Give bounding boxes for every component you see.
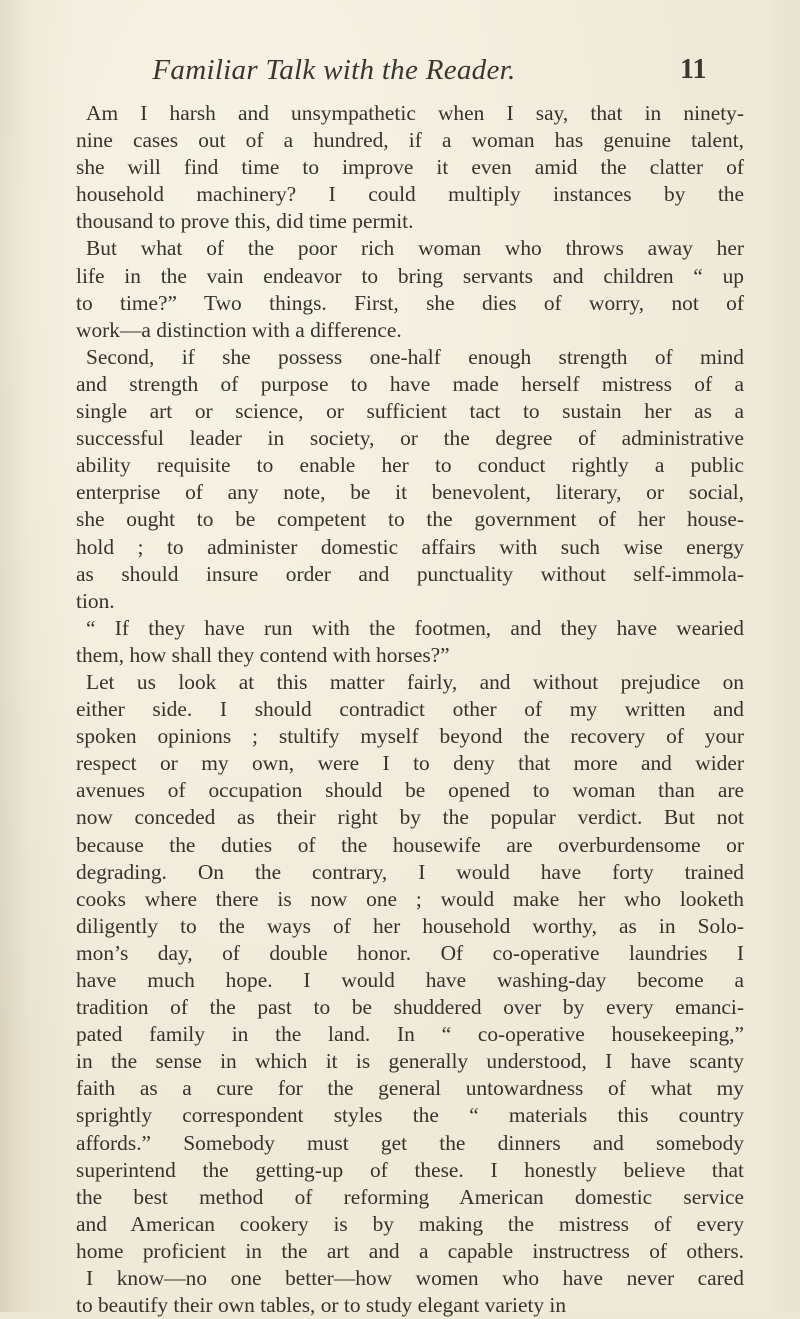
text-line: I know—no one better—how women who have never cared [86,1266,744,1291]
text-line: successful leader in society, or the degree of administrative [76,426,744,451]
text-line: tradition of the past to be shuddered over by every emanci- [76,995,744,1020]
text-line: sprightly correspondent styles the “ materials this country [76,1103,744,1128]
text-line: mon’s day, of double honor. Of co-operative laundries I [76,940,744,965]
text-line: enterprise of any note, be it benevolent, literary, or social, [76,480,744,505]
text-line: degrading. On the contrary, I would have forty trained [76,859,744,884]
text-line: them, how shall they contend with horses?” [76,642,450,667]
text-line: home proficient in the art and a capable instructress of others. [76,1238,744,1263]
text-line: diligently to the ways of her household worthy, as in Solo- [76,913,744,938]
text-line: in the sense in which it is generally understood, I have scanty [76,1049,744,1074]
page-header [0,44,800,94]
text-line: as should insure order and punctuality without self-immola- [76,561,744,586]
text-line: superintend the getting-up of these. I honestly believe that [76,1157,744,1182]
text-line: she ought to be competent to the government of her house- [76,507,744,532]
text-line: “ If they have run with the footmen, and they have wearied [86,615,744,640]
page-number: 11 [680,54,707,85]
text-line: affords.” Somebody must get the dinners and somebody [76,1130,744,1155]
text-line: faith as a cure for the general untowardness of what my [76,1076,744,1101]
text-line: Second, if she possess one-half enough strength of mind [86,344,744,369]
text-line: hold ; to administer domestic affairs with such wise energy [76,534,744,559]
text-line: tion. [76,588,115,613]
text-line: and American cookery is by making the mistress of every [76,1211,744,1236]
text-line: Let us look at this matter fairly, and without prejudice on [86,669,744,694]
text-line: spoken opinions ; stultify myself beyond the recovery of your [76,724,744,749]
text-line: But what of the poor rich woman who throws away her [86,236,744,261]
text-line: single art or science, or sufficient tact to sustain her as a [76,399,744,424]
text-line: have much hope. I would have washing-day become a [76,968,744,992]
text-line: thousand to prove this, did time permit. [76,209,414,234]
text-line: household machinery? I could multiply instances by the [76,182,744,207]
text-line: pated family in the land. In “ co-operative housekeeping,” [76,1022,744,1047]
text-line: to time?” Two things. First, she dies of worry, not of [76,290,744,315]
text-line: because the duties of the housewife are overburdensome or [76,832,744,857]
text-line: the best method of reforming American domestic service [76,1184,744,1209]
text-line: either side. I should contradict other of my written and [76,697,744,722]
text-line: respect or my own, were I to deny that more and wider [76,751,744,776]
body-text [76,100,744,1319]
running-title: Familiar Talk with the Reader. [152,54,516,86]
text-line: work—a distinction with a difference. [76,317,402,342]
text-line: to beautify their own tables, or to study elegant variety in [76,1293,567,1318]
text-line: nine cases out of a hundred, if a woman has genuine talent, [76,128,744,153]
text-line: now conceded as their right by the popular verdict. But not [76,805,744,830]
text-line: she will find time to improve it even amid the clatter of [76,155,744,180]
text-line: ability requisite to enable her to conduct rightly a public [76,453,744,478]
text-line: life in the vain endeavor to bring servants and children “ up [76,263,744,288]
text-line: and strength of purpose to have made herself mistress of a [76,371,744,396]
text-line: cooks where there is now one ; would make her who looketh [76,886,744,911]
text-line: avenues of occupation should be opened to woman than are [76,778,744,803]
text-line: Am I harsh and unsympathetic when I say, that in ninety- [86,101,744,125]
